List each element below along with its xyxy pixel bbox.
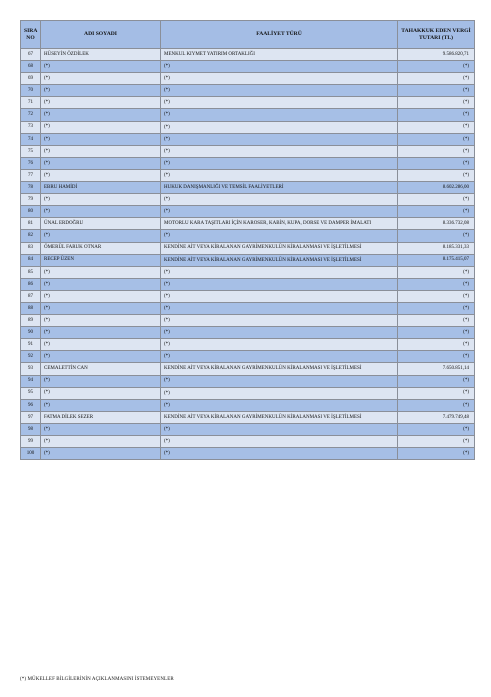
row-amount: (*) bbox=[398, 278, 475, 290]
row-activity: (*) bbox=[161, 121, 398, 133]
row-activity: (*) bbox=[161, 61, 398, 73]
row-activity: (*) bbox=[161, 194, 398, 206]
table-row bbox=[21, 109, 475, 121]
table-row bbox=[21, 121, 475, 133]
table-row bbox=[21, 182, 475, 194]
row-name: (*) bbox=[41, 302, 161, 314]
table-row bbox=[21, 266, 475, 278]
row-activity: MOTORLU KARA TAŞITLARI İÇİN KAROSER, KABİN, KUPA, DORSE VE DAMPER İMALATI bbox=[161, 218, 398, 230]
row-no: 95 bbox=[21, 387, 41, 399]
row-no: 96 bbox=[21, 399, 41, 411]
table-row bbox=[21, 339, 475, 351]
row-activity: (*) bbox=[161, 327, 398, 339]
table-row bbox=[21, 133, 475, 145]
table-row bbox=[21, 315, 475, 327]
row-no: 89 bbox=[21, 315, 41, 327]
row-name: (*) bbox=[41, 278, 161, 290]
header-adi-soyadi: ADI SOYADI bbox=[41, 21, 161, 49]
row-amount: (*) bbox=[398, 266, 475, 278]
row-no: 84 bbox=[21, 254, 41, 266]
row-name: (*) bbox=[41, 339, 161, 351]
table-row bbox=[21, 387, 475, 399]
row-amount: (*) bbox=[398, 423, 475, 435]
row-activity: (*) bbox=[161, 351, 398, 363]
table-row bbox=[21, 363, 475, 375]
row-activity: (*) bbox=[161, 157, 398, 169]
row-amount: (*) bbox=[398, 169, 475, 181]
row-name: ÜNAL ERDOĞRU bbox=[41, 218, 161, 230]
table-row bbox=[21, 278, 475, 290]
row-activity: (*) bbox=[161, 290, 398, 302]
table-row bbox=[21, 448, 475, 460]
row-name: (*) bbox=[41, 315, 161, 327]
row-activity: (*) bbox=[161, 302, 398, 314]
row-no: 98 bbox=[21, 423, 41, 435]
row-no: 80 bbox=[21, 206, 41, 218]
table-body bbox=[21, 49, 475, 460]
row-activity: (*) bbox=[161, 145, 398, 157]
row-no: 93 bbox=[21, 363, 41, 375]
row-amount: 9.586.820,71 bbox=[398, 49, 475, 61]
row-name: (*) bbox=[41, 194, 161, 206]
row-amount: 7.479.749,48 bbox=[398, 411, 475, 423]
row-name: (*) bbox=[41, 97, 161, 109]
table-row bbox=[21, 73, 475, 85]
row-activity: (*) bbox=[161, 73, 398, 85]
table-row bbox=[21, 61, 475, 73]
row-name: (*) bbox=[41, 423, 161, 435]
row-amount: 8.185.331,33 bbox=[398, 242, 475, 254]
row-name: (*) bbox=[41, 109, 161, 121]
row-activity: HUKUK DANIŞMANLIĞI VE TEMSİL FAALİYETLERİ bbox=[161, 182, 398, 194]
row-no: 90 bbox=[21, 327, 41, 339]
row-amount: (*) bbox=[398, 448, 475, 460]
row-no: 69 bbox=[21, 73, 41, 85]
table-row bbox=[21, 436, 475, 448]
row-name: ÖMERÜL FARUK OTNAR bbox=[41, 242, 161, 254]
row-activity: (*) bbox=[161, 423, 398, 435]
row-name: (*) bbox=[41, 375, 161, 387]
row-amount: (*) bbox=[398, 339, 475, 351]
table-row bbox=[21, 194, 475, 206]
table-header bbox=[21, 21, 475, 49]
row-name: (*) bbox=[41, 230, 161, 242]
row-activity: KENDİNE AİT VEYA KİRALANAN GAYRİMENKULÜN KİRALANMASI VE İŞLETİLMESİ bbox=[161, 242, 398, 254]
row-name: (*) bbox=[41, 121, 161, 133]
table-row bbox=[21, 399, 475, 411]
row-no: 86 bbox=[21, 278, 41, 290]
row-name: FATMA DİLEK SEZER bbox=[41, 411, 161, 423]
row-no: 97 bbox=[21, 411, 41, 423]
row-amount: (*) bbox=[398, 399, 475, 411]
table-row bbox=[21, 97, 475, 109]
row-no: 70 bbox=[21, 85, 41, 97]
row-amount: (*) bbox=[398, 290, 475, 302]
row-amount: (*) bbox=[398, 109, 475, 121]
row-activity: (*) bbox=[161, 387, 398, 399]
row-amount: (*) bbox=[398, 230, 475, 242]
row-activity: (*) bbox=[161, 339, 398, 351]
row-no: 91 bbox=[21, 339, 41, 351]
table-row bbox=[21, 145, 475, 157]
row-no: 73 bbox=[21, 121, 41, 133]
row-amount: (*) bbox=[398, 302, 475, 314]
row-amount: (*) bbox=[398, 121, 475, 133]
row-no: 92 bbox=[21, 351, 41, 363]
table-row bbox=[21, 375, 475, 387]
row-name: (*) bbox=[41, 85, 161, 97]
row-name: RECEP ÜZEN bbox=[41, 254, 161, 266]
row-amount: (*) bbox=[398, 206, 475, 218]
row-no: 100 bbox=[21, 448, 41, 460]
table-row bbox=[21, 254, 475, 266]
row-name: (*) bbox=[41, 448, 161, 460]
row-name: (*) bbox=[41, 266, 161, 278]
row-name: (*) bbox=[41, 436, 161, 448]
row-amount: (*) bbox=[398, 61, 475, 73]
row-activity: (*) bbox=[161, 315, 398, 327]
table-row bbox=[21, 327, 475, 339]
table-row bbox=[21, 169, 475, 181]
row-amount: 8.602.286,00 bbox=[398, 182, 475, 194]
taxpayer-table bbox=[20, 20, 475, 460]
row-name: (*) bbox=[41, 169, 161, 181]
row-amount: (*) bbox=[398, 327, 475, 339]
row-activity: (*) bbox=[161, 399, 398, 411]
row-no: 79 bbox=[21, 194, 41, 206]
row-amount: (*) bbox=[398, 375, 475, 387]
row-name: HÜSEYİN ÖZDİLEK bbox=[41, 49, 161, 61]
row-amount: 8.336.732,08 bbox=[398, 218, 475, 230]
row-activity: (*) bbox=[161, 375, 398, 387]
row-activity: (*) bbox=[161, 206, 398, 218]
row-activity: (*) bbox=[161, 436, 398, 448]
row-activity: (*) bbox=[161, 448, 398, 460]
table-row bbox=[21, 242, 475, 254]
row-no: 82 bbox=[21, 230, 41, 242]
header-tahakkuk: TAHAKKUK EDEN VERGİ TUTARI (TL) bbox=[398, 21, 475, 49]
row-amount: (*) bbox=[398, 157, 475, 169]
row-amount: (*) bbox=[398, 145, 475, 157]
row-no: 85 bbox=[21, 266, 41, 278]
row-amount: (*) bbox=[398, 133, 475, 145]
row-no: 67 bbox=[21, 49, 41, 61]
row-amount: 7.650.851,14 bbox=[398, 363, 475, 375]
header-sira-no: SIRA NO bbox=[21, 21, 41, 49]
row-no: 88 bbox=[21, 302, 41, 314]
row-no: 74 bbox=[21, 133, 41, 145]
row-activity: (*) bbox=[161, 230, 398, 242]
row-name: EBRU HAMİDİ bbox=[41, 182, 161, 194]
footnote: (*) MÜKELLEF BİLGİLERİNİN AÇIKLANMASINI İSTEMEYENLER bbox=[20, 677, 174, 682]
table-row bbox=[21, 157, 475, 169]
row-name: (*) bbox=[41, 290, 161, 302]
row-no: 83 bbox=[21, 242, 41, 254]
row-no: 94 bbox=[21, 375, 41, 387]
row-no: 76 bbox=[21, 157, 41, 169]
row-name: (*) bbox=[41, 133, 161, 145]
row-amount: (*) bbox=[398, 194, 475, 206]
row-activity: (*) bbox=[161, 133, 398, 145]
row-activity: (*) bbox=[161, 85, 398, 97]
row-amount: (*) bbox=[398, 315, 475, 327]
table-row bbox=[21, 230, 475, 242]
row-no: 87 bbox=[21, 290, 41, 302]
row-amount: (*) bbox=[398, 73, 475, 85]
table-row bbox=[21, 206, 475, 218]
row-name: (*) bbox=[41, 157, 161, 169]
document-page bbox=[20, 20, 474, 460]
table-row bbox=[21, 290, 475, 302]
row-no: 72 bbox=[21, 109, 41, 121]
row-activity: KENDİNE AİT VEYA KİRALANAN GAYRİMENKULÜN KİRALANMASI VE İŞLETİLMESİ bbox=[161, 363, 398, 375]
row-name: (*) bbox=[41, 387, 161, 399]
row-name: (*) bbox=[41, 206, 161, 218]
table-row bbox=[21, 302, 475, 314]
header-row bbox=[21, 21, 475, 49]
row-amount: (*) bbox=[398, 387, 475, 399]
row-amount: 8.175.415,07 bbox=[398, 254, 475, 266]
row-name: CEMALETTİN CAN bbox=[41, 363, 161, 375]
row-no: 81 bbox=[21, 218, 41, 230]
row-amount: (*) bbox=[398, 85, 475, 97]
row-no: 77 bbox=[21, 169, 41, 181]
row-activity: (*) bbox=[161, 97, 398, 109]
row-amount: (*) bbox=[398, 97, 475, 109]
row-name: (*) bbox=[41, 145, 161, 157]
row-no: 75 bbox=[21, 145, 41, 157]
table-row bbox=[21, 49, 475, 61]
row-name: (*) bbox=[41, 399, 161, 411]
row-activity: (*) bbox=[161, 278, 398, 290]
row-no: 78 bbox=[21, 182, 41, 194]
row-activity: (*) bbox=[161, 266, 398, 278]
table-row bbox=[21, 218, 475, 230]
header-faaliyet-turu: FAALİYET TÜRÜ bbox=[161, 21, 398, 49]
table-row bbox=[21, 351, 475, 363]
row-activity: MENKUL KIYMET YATIRIM ORTAKLIĞI bbox=[161, 49, 398, 61]
table-row bbox=[21, 411, 475, 423]
row-name: (*) bbox=[41, 73, 161, 85]
table-row bbox=[21, 85, 475, 97]
row-no: 71 bbox=[21, 97, 41, 109]
row-name: (*) bbox=[41, 61, 161, 73]
row-activity: KENDİNE AİT VEYA KİRALANAN GAYRİMENKULÜN KİRALANMASI VE İŞLETİLMESİ bbox=[161, 254, 398, 266]
row-amount: (*) bbox=[398, 351, 475, 363]
row-activity: (*) bbox=[161, 109, 398, 121]
table-row bbox=[21, 423, 475, 435]
row-activity: (*) bbox=[161, 169, 398, 181]
row-activity: KENDİNE AİT VEYA KİRALANAN GAYRİMENKULÜN KİRALANMASI VE İŞLETİLMESİ bbox=[161, 411, 398, 423]
row-no: 99 bbox=[21, 436, 41, 448]
row-name: (*) bbox=[41, 351, 161, 363]
row-name: (*) bbox=[41, 327, 161, 339]
row-no: 68 bbox=[21, 61, 41, 73]
row-amount: (*) bbox=[398, 436, 475, 448]
